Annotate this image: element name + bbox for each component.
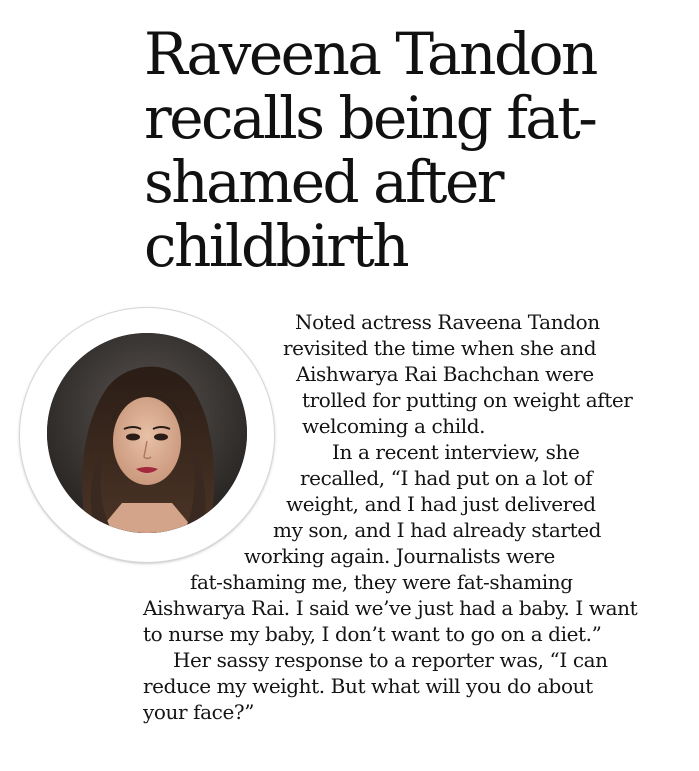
article-line: Aishwarya Rai. I said we’ve just had a baby. I want <box>143 596 638 620</box>
article-line: fat-shaming me, they were fat-shaming <box>190 570 573 594</box>
article-line: trolled for putting on weight after <box>302 388 633 412</box>
portrait-photo <box>47 333 247 533</box>
article-line: welcoming a child. <box>302 414 486 438</box>
article-line: reduce my weight. But what will you do about <box>143 674 593 698</box>
portrait-frame <box>20 308 274 562</box>
article-line: my son, and I had already started <box>273 518 602 542</box>
article-line: recalled, “I had put on a lot of <box>300 466 593 490</box>
article-line: revisited the time when she and <box>283 336 597 360</box>
article-line: Noted actress Raveena Tandon <box>295 310 600 334</box>
headline-line: recalls being fat- <box>144 84 596 152</box>
article-line: your face?” <box>143 700 255 724</box>
article-line: Aishwarya Rai Bachchan were <box>296 362 594 386</box>
article-headline <box>144 22 684 278</box>
portrait-illustration <box>47 333 247 533</box>
headline-line: shamed after <box>144 148 502 216</box>
article-line: working again. Journalists were <box>244 544 555 568</box>
article-line: In a recent interview, she <box>332 440 580 464</box>
article-line: weight, and I had just delivered <box>286 492 596 516</box>
article-line: to nurse my baby, I don’t want to go on a diet.” <box>143 622 602 646</box>
headline-line: Raveena Tandon <box>144 20 596 88</box>
headline-line: childbirth <box>144 212 408 280</box>
article-line: Her sassy response to a reporter was, “I can <box>173 648 608 672</box>
